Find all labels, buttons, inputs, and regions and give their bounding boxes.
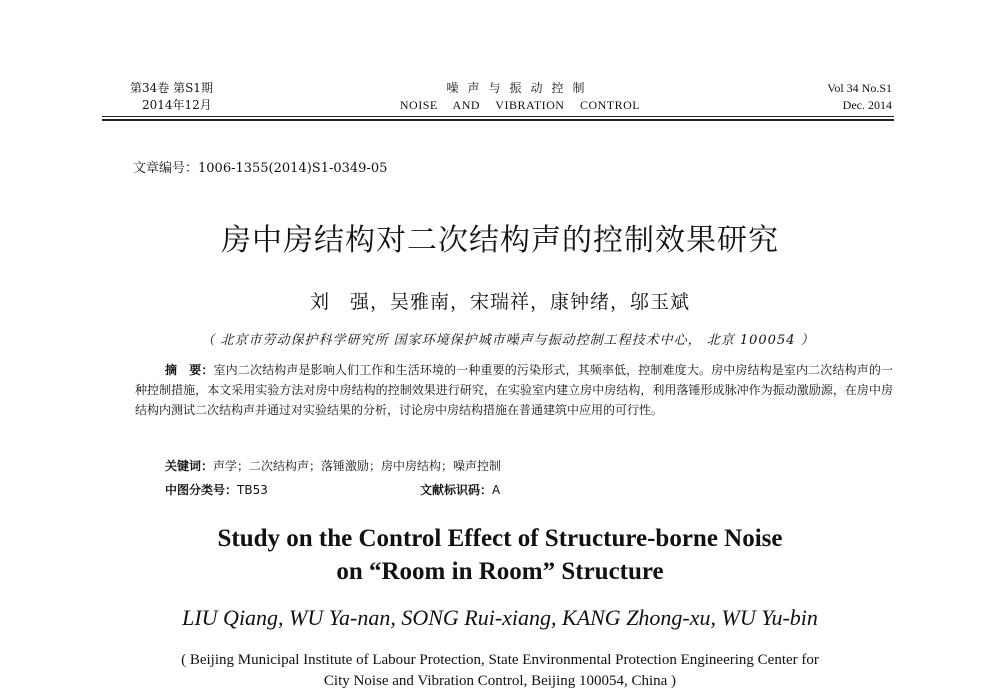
- document-code-value: A: [492, 483, 501, 497]
- title-cn: 房中房结构对二次结构声的控制效果研究: [221, 223, 779, 258]
- title-en-line2: on “Room in Room” Structure: [336, 558, 664, 585]
- document-code: [420, 481, 500, 498]
- volume-issue-cn: 第34卷 第S1期: [130, 81, 213, 95]
- article-number: 文章编号：1006-1355(2014)S1-0349-05: [133, 161, 388, 176]
- authors-en: LIU Qiang, WU Ya-nan, SONG Rui-xiang, KANG Zhong-xu, WU Yu-bin: [182, 605, 818, 630]
- document-code-label: 文献标识码：: [420, 483, 493, 497]
- title-en: [0, 522, 1000, 588]
- affiliation-cn: （ 北京市劳动保护科学研究所 国家环境保护城市噪声与振动控制工程技术中心， 北京 100054 ）: [201, 333, 815, 348]
- volume-issue-en: Vol 34 No.S1: [827, 81, 892, 95]
- affiliation-en-line2: City Noise and Vibration Control, Beijing 100054, China ): [323, 673, 677, 689]
- keywords-cn: [165, 457, 501, 474]
- affiliation-en-line1: ( Beijing Municipal Institute of Labour Protection, State Environmental Protection Engineering Center for: [181, 652, 819, 668]
- abstract-text: 室内二次结构声是影响人们工作和生活环境的一种重要的污染形式，其频率低，控制难度大。房中房结构是室内二次结构声的一种控制措施，本文采用实验方法对房中房结构的控制效果进行研究，在实验室内建立房中房结构，利用落锤形成脉冲作为振动激励源，在房中房结构内测试二次结构声并通过对实验结果的分析，讨论房中房结构措施在普通建筑中应用的可行性。: [135, 363, 893, 417]
- abstract-cn: [135, 360, 893, 420]
- classification-value: TB53: [237, 483, 268, 497]
- journal-volume-cn: [130, 80, 213, 114]
- date-cn: 2014年12月: [142, 98, 212, 112]
- classification-number: [165, 481, 268, 498]
- date-en: Dec. 2014: [842, 98, 892, 112]
- journal-volume-en: [827, 80, 892, 114]
- title-en-line1: Study on the Control Effect of Structure-borne Noise: [217, 525, 783, 552]
- affiliation-en: [0, 650, 1000, 692]
- journal-name-cn: 噪声与振动控制: [446, 81, 594, 95]
- header-rule-thick: [102, 119, 894, 121]
- keywords-label: 关键词：: [165, 459, 214, 473]
- keywords-text: 声学；二次结构声；落锤激励；房中房结构；噪声控制: [213, 459, 502, 473]
- journal-name-en: NOISE AND VIBRATION CONTROL: [399, 98, 641, 112]
- abstract-label: 摘 要：: [165, 363, 214, 377]
- classification-label: 中图分类号：: [165, 483, 238, 497]
- journal-name: [340, 80, 700, 114]
- header-rule-thin: [102, 116, 894, 117]
- authors-cn: 刘 强，吴雅南，宋瑞祥，康钟绪，邬玉斌: [309, 291, 690, 313]
